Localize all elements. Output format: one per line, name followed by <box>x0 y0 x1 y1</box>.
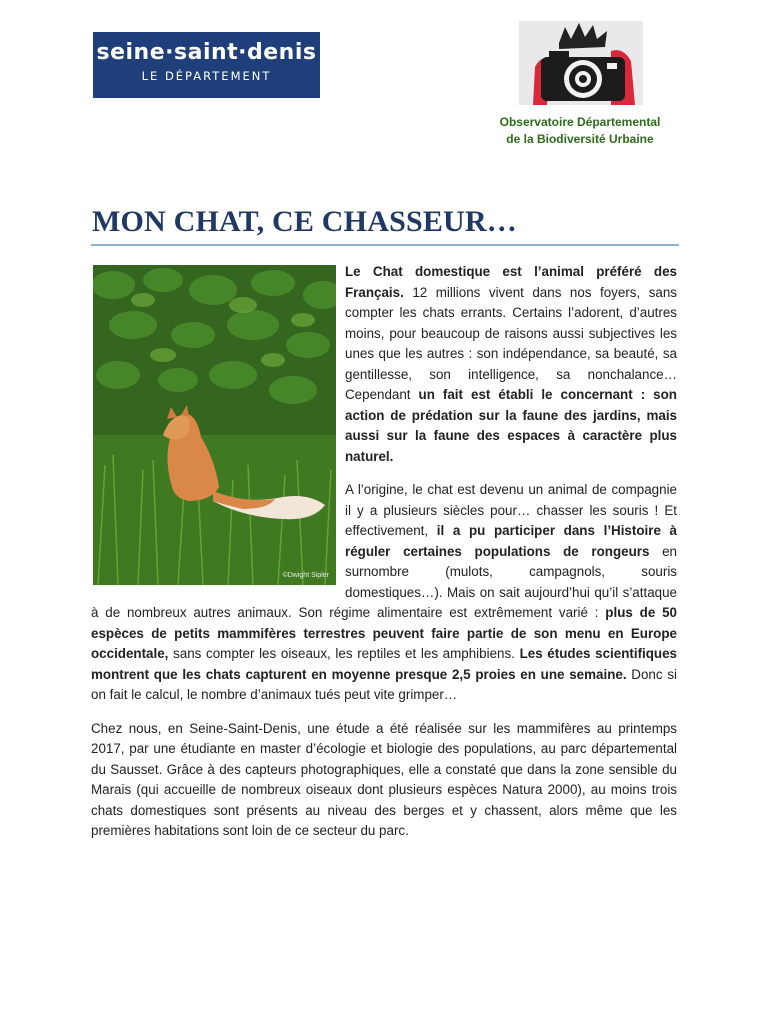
text-run: plus de 50 espèces de petits mammifères terrestres peuvent faire partie de son menu en Europe occidentale, <box>91 605 677 661</box>
text-run: il a pu participer dans l’Histoire à réguler certaines populations de rongeurs <box>345 523 677 559</box>
logo-line-1: seine·saint·denis <box>96 40 317 65</box>
text-run: 12 millions vivent dans nos foyers, sans compter les chats errants. Certains l’adorent, d’autres moins, pour beaucoup de raisons aussi subjectives les unes que les autres : son indépendance, sa beauté, sa gentillesse, son intelligence, sa nonchalance… Cependant <box>345 284 677 402</box>
paragraph-3 <box>91 719 677 842</box>
text-run: sans compter les oiseaux, les reptiles et les amphibiens. <box>168 646 520 661</box>
observatory-line-1: Observatoire Départemental <box>499 115 661 129</box>
photo-credit: ©Dwight Sipler <box>282 572 329 579</box>
observatory-logo <box>519 21 643 105</box>
camera-icon <box>519 21 643 105</box>
text-run: Chez nous, en Seine-Saint-Denis, une étude a été réalisée sur les mammifères au printemps 2017, par une étudiante en master d’écologie et biologie des populations, au parc départemental du Sausset. Grâce à des capteurs photographiques, elle a constaté que dans la zone sensible du Marais (qui accueille de nombreux oiseaux dont plusieurs espèces Natura 2000), au moins trois chats domestiques sont présents au niveau des berges et y chassent, alors même que les premières habitations sont loin de ce secteur du parc. <box>91 720 677 838</box>
title-divider <box>91 244 679 246</box>
logo-line-2: LE DÉPARTEMENT <box>141 69 272 83</box>
article-body <box>91 262 677 855</box>
text-run: Donc si on fait le calcul, le nombre d’animaux tués peut vite grimper… <box>91 666 677 702</box>
text-run: en surnombre (mulots, campagnols, souris domestiques…). Mais on sait aujourd’hui qu’il s’attaque à de nombreux autres animaux. Son régime alimentaire est extrêmement varié : <box>91 543 677 620</box>
seine-saint-denis-logo <box>93 32 320 98</box>
text-run: Les études scientifiques montrent que les chats capturent en moyenne presque 2,5 proies en une semaine. <box>91 646 677 682</box>
observatory-line-2: de la Biodiversité Urbaine <box>506 132 654 146</box>
observatory-caption <box>480 114 680 148</box>
page-title: MON CHAT, CE CHASSEUR… <box>92 205 517 238</box>
text-run: un fait est établi le concernant : son action de prédation sur la faune des jardins, mais aussi sur la faune des espaces à caractère plus naturel. <box>345 387 677 464</box>
text-run: A l’origine, le chat est devenu un animal de compagnie il y a plusieurs siècles pour… chasser les souris ! Et effectivement, <box>345 482 677 538</box>
photo-spacer <box>91 262 345 589</box>
text-run: Le Chat domestique est l’animal préféré des Français. <box>345 264 677 300</box>
